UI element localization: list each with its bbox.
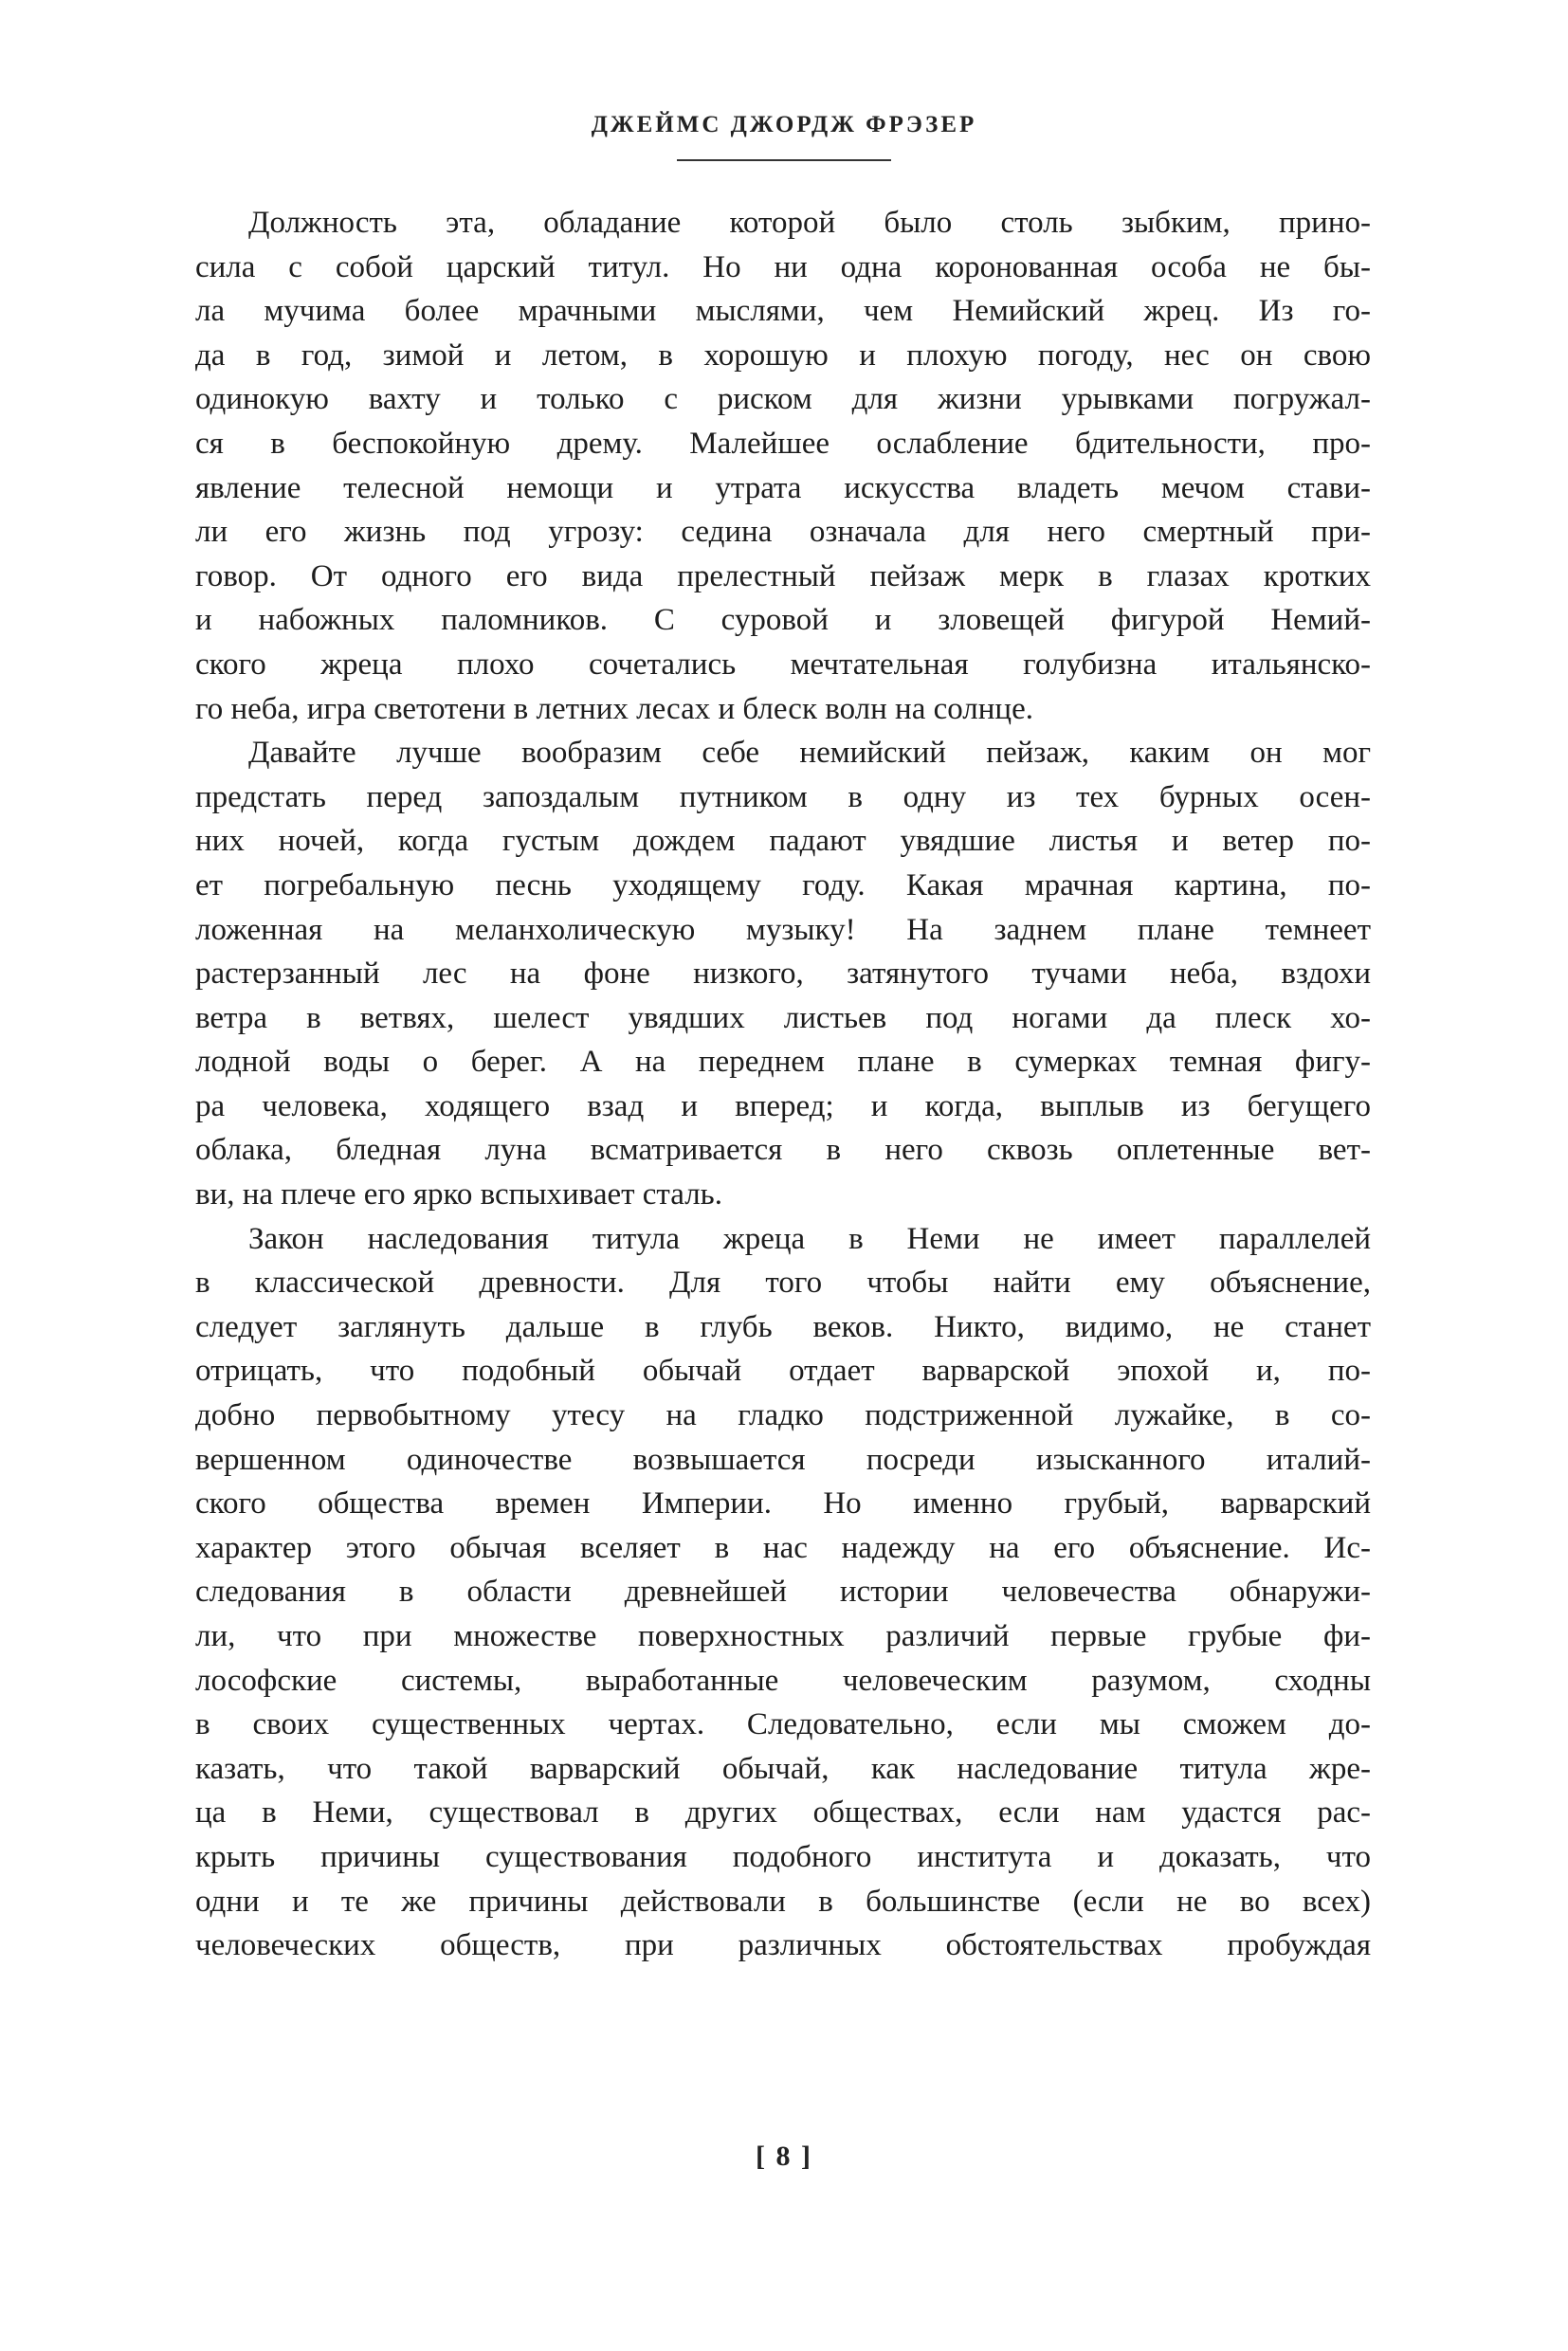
text-line: ви, на плече его ярко вспыхивает сталь. [195, 1177, 722, 1212]
running-head-author: ДЖЕЙМС ДЖОРДЖ ФРЭЗЕР [591, 112, 977, 137]
text-line: да в год, зимой и летом, в хорошую и плохую погоду, нес он свою [195, 337, 1371, 373]
text-line: ла мучима более мрачными мыслями, чем Немийский жрец. Из го- [195, 294, 1371, 329]
text-line: и набожных паломников. С суровой и зловещей фигурой Немий- [195, 603, 1371, 638]
paragraph [195, 731, 1371, 1217]
text-line: следования в области древнейшей истории человечества обнаружи- [195, 1575, 1371, 1610]
body-text [195, 201, 1371, 1968]
text-line: ского жреца плохо сочетались мечтательная голубизна итальянско- [195, 647, 1371, 682]
text-line: одинокую вахту и только с риском для жизни урывками погружал- [195, 382, 1371, 417]
text-line: сила с собой царский титул. Но ни одна коронованная особа не бы- [195, 249, 1371, 284]
text-line: в своих существенных чертах. Следовательно, если мы сможем до- [195, 1707, 1371, 1742]
text-line: казать, что такой варварский обычай, как наследование титула жре- [195, 1751, 1371, 1786]
text-line: ложенная на меланхолическую музыку! На заднем плане темнеет [195, 912, 1371, 947]
text-line: вершенном одиночестве возвышается посреди изысканного италий- [195, 1442, 1371, 1477]
text-line: отрицать, что подобный обычай отдает варварской эпохой и, по- [195, 1354, 1371, 1389]
text-line: крыть причины существования подобного института и доказать, что [195, 1839, 1371, 1874]
text-line: ского общества времен Империи. Но именно грубый, варварский [195, 1486, 1371, 1522]
text-line: них ночей, когда густым дождем падают увядшие листья и ветер по- [195, 824, 1371, 859]
text-line: предстать перед запоздалым путником в одну из тех бурных осен- [195, 779, 1371, 814]
text-line: Должность эта, обладание которой было столь зыбким, прино- [248, 206, 1371, 240]
text-line: ет погребальную песнь уходящему году. Какая мрачная картина, по- [195, 867, 1371, 902]
paragraph [195, 201, 1371, 731]
text-line: следует заглянуть дальше в глубь веков. Никто, видимо, не станет [195, 1309, 1371, 1344]
text-line: ца в Неми, существовал в других обществах, если нам удастся рас- [195, 1795, 1371, 1831]
text-line: добно первобытному утесу на гладко подстриженной лужайке, в со- [195, 1398, 1371, 1433]
text-line: го неба, игра светотени в летних лесах и блеск волн на солнце. [195, 691, 1033, 726]
text-line: человеческих обществ, при различных обстоятельствах пробуждая [195, 1928, 1371, 1963]
text-line: облака, бледная луна всматривается в него сквозь оплетенные вет- [195, 1133, 1371, 1168]
text-line: лософские системы, выработанные человеческим разумом, сходны [195, 1663, 1371, 1698]
text-line: одни и те же причины действовали в большинстве (если не во всех) [195, 1884, 1371, 1919]
text-line: в классической древности. Для того чтобы найти ему объяснение, [195, 1266, 1371, 1301]
text-line: характер этого обычая вселяет в нас надежду на его объяснение. Ис- [195, 1530, 1371, 1565]
header-rule [677, 159, 891, 161]
text-line: ветра в ветвях, шелест увядших листьев под ногами да плеск хо- [195, 1000, 1371, 1035]
text-line: явление телесной немощи и утрата искусства владеть мечом стави- [195, 470, 1371, 505]
page-number: [ 8 ] [756, 2141, 812, 2172]
text-line: Закон наследования титула жреца в Неми не имеет параллелей [248, 1221, 1371, 1256]
text-line: ли его жизнь под угрозу: седина означала для него смертный при- [195, 515, 1371, 550]
text-line: лодной воды о берег. А на переднем плане в сумерках темная фигу- [195, 1045, 1371, 1080]
paragraph [195, 1217, 1371, 1968]
text-line: Давайте лучше вообразим себе немийский пейзаж, каким он мог [248, 736, 1371, 771]
text-line: ся в беспокойную дрему. Малейшее ослабление бдительности, про- [195, 426, 1371, 461]
text-line: ра человека, ходящего взад и вперед; и когда, выплыв из бегущего [195, 1088, 1371, 1123]
text-line: ли, что при множестве поверхностных различий первые грубые фи- [195, 1619, 1371, 1653]
text-line: растерзанный лес на фоне низкого, затянутого тучами неба, вздохи [195, 957, 1371, 992]
text-line: говор. От одного его вида прелестный пейзаж мерк в глазах кротких [195, 558, 1371, 593]
